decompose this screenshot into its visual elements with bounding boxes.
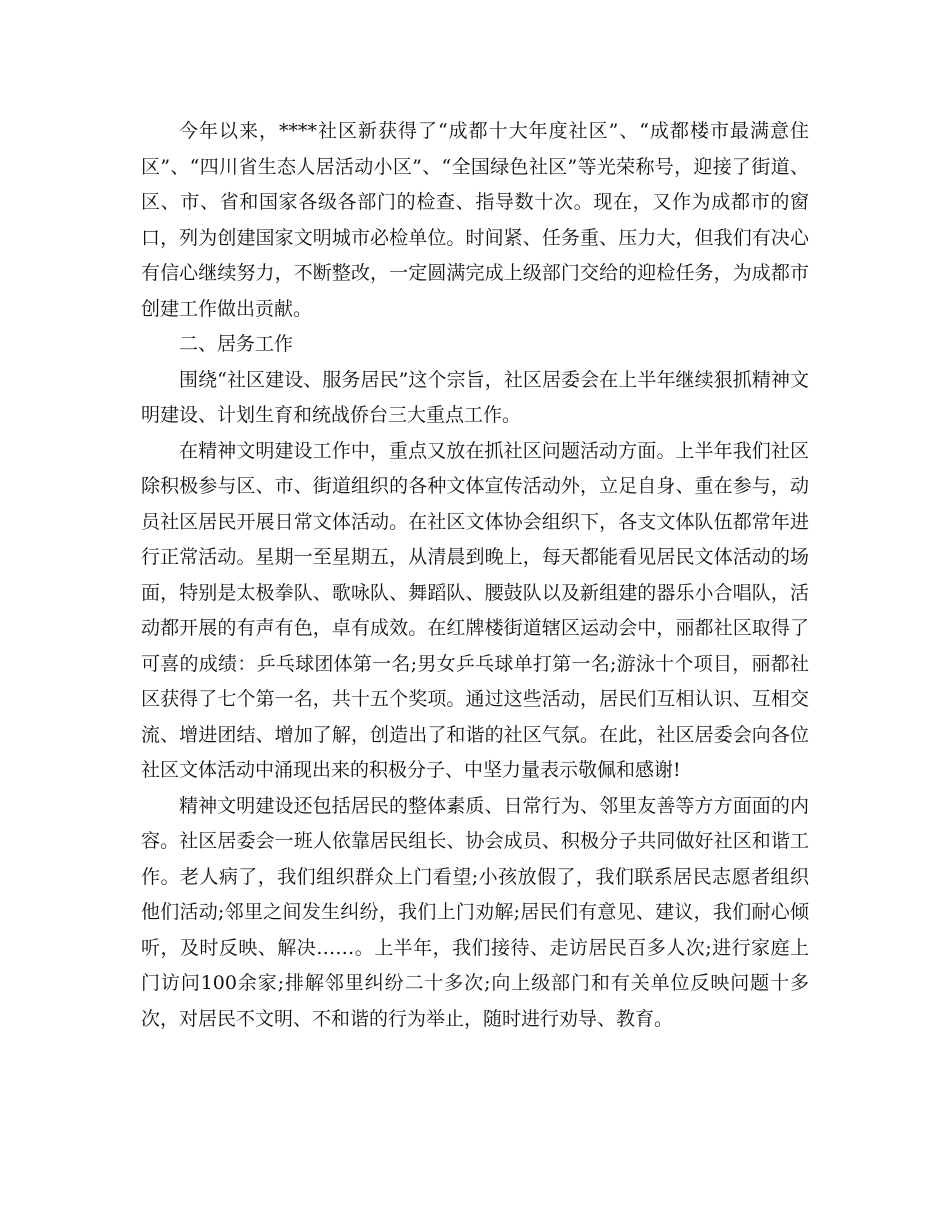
paragraph-purpose: 围绕“社区建设、服务居民”这个宗旨，社区居委会在上半年继续狠抓精神文明建设、计划生育和统战侨台三大重点工作。 (141, 368, 809, 426)
paragraph-community-harmony: 精神文明建设还包括居民的整体素质、日常行为、邻里友善等方方面面的内容。社区居委会一班人依靠居民组长、协会成员、积极分子共同做好社区和谐工作。老人病了，我们组织群众上门看望;小孩放假了，我们联系居民志愿者组织他们活动;邻里之间发生纠纷，我们上门劝解;居民们有意见、建议，我们耐心倾听，及时反映、解决……。上半年，我们接待、走访居民百多人次;进行家庭上门访问100余家;排解邻里纠纷二十多次;向上级部门和有关单位反映问题十多次，对居民不文明、不和谐的行为举止，随时进行劝导、教育。 (141, 794, 809, 1030)
paragraph-intro: 今年以来，****社区新获得了“成都十大年度社区”、“成都楼市最满意住区”、“四川省生态人居活动小区”、“全国绿色社区”等光荣称号，迎接了街道、区、市、省和国家各级各部门的检查、指导数十次。现在，又作为成都市的窗口，列为创建国家文明城市必检单位。时间紧、任务重、压力大，但我们有决心有信心继续努力，不断整改，一定圆满完成上级部门交给的迎检任务，为成都市创建工作做出贡献。 (141, 120, 809, 320)
paragraph-spiritual-civilization-activities: 在精神文明建设工作中，重点又放在抓社区问题活动方面。上半年我们社区除积极参与区、市、街道组织的各种文体宣传活动外，立足自身、重在参与，动员社区居民开展日常文体活动。在社区文体协会组织下，各支文体队伍都常年进行正常活动。星期一至星期五，从清晨到晚上，每天都能看见居民文体活动的场面，特别是太极拳队、歌咏队、舞蹈队、腰鼓队以及新组建的器乐小合唱队，活动都开展的有声有色，卓有成效。在红牌楼街道辖区运动会中，丽都社区取得了可喜的成绩：乒乓球团体第一名;男女乒乓球单打第一名;游泳十个项目，丽都社区获得了七个第一名，共十五个奖项。通过这些活动，居民们互相认识、互相交流、增进团结、增加了解，创造出了和谐的社区气氛。在此，社区居委会向各位社区文体活动中涌现出来的积极分子、中坚力量表示敬佩和感谢! (141, 439, 809, 781)
document-body (141, 114, 809, 1037)
section-heading-residential-affairs: 二、居务工作 (179, 333, 294, 355)
